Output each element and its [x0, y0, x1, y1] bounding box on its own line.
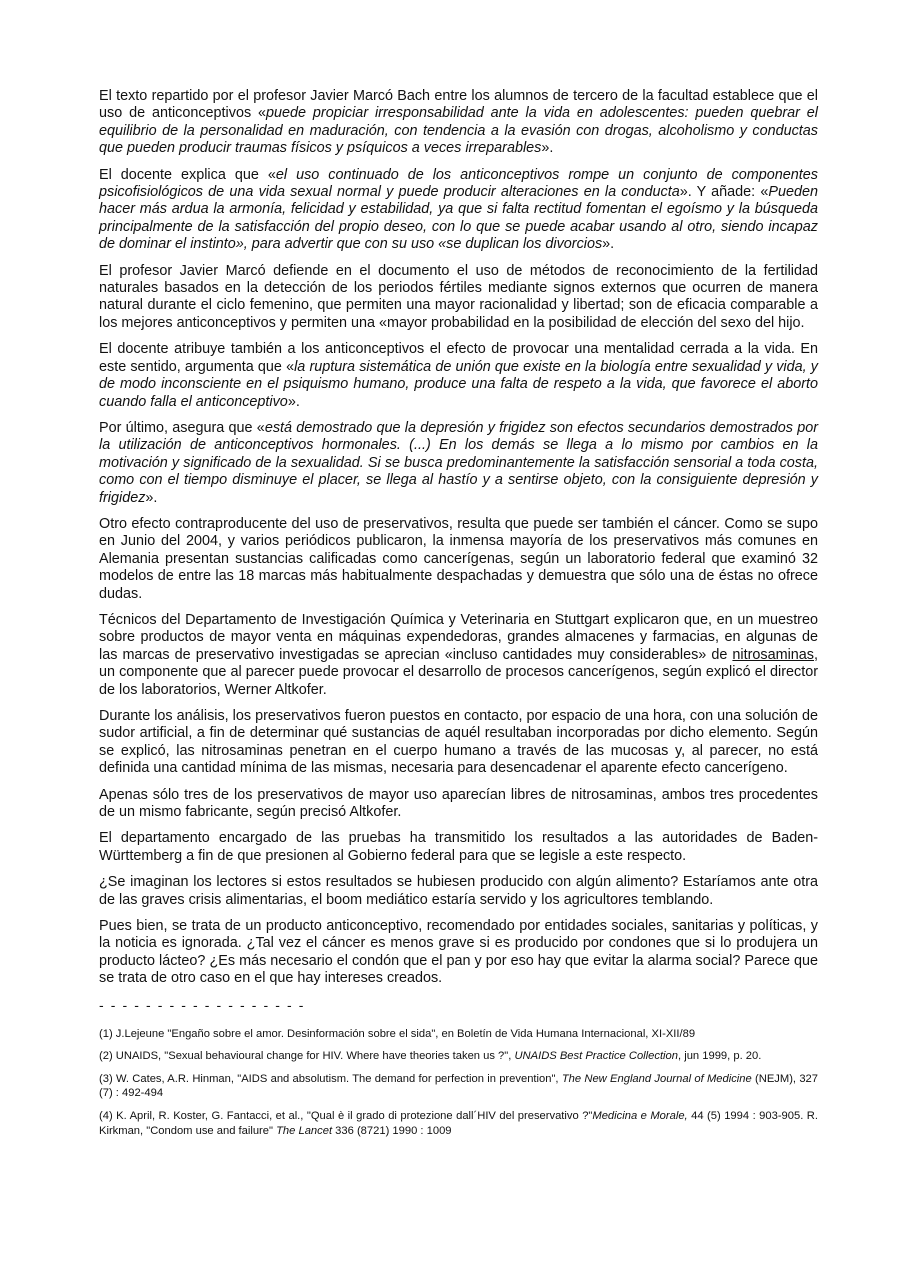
text-run: (4) K. April, R. Koster, G. Fantacci, et al., "Qual è il grado di protezione dall´HIV del preservativo ?"	[99, 1110, 593, 1123]
italic-quote: puede propiciar irresponsabilidad ante la vida en adolescentes: pueden quebrar el equilibrio de la personalidad en maduración, con tendencia a la evasión con drogas, alcoholismo y conductas que pueden producir traumas físicos y psíquicos a veces irreparables	[99, 105, 818, 157]
text-run: ¿Se imaginan los lectores si estos resultados se hubiesen producido con algún alimento? Estaríamos ante otra de las graves crisis alimentarias, el boom mediático estaría servido y los agricultores temblando.	[99, 874, 818, 908]
article-body	[99, 88, 818, 988]
footnote	[99, 1109, 818, 1138]
footnote	[99, 1027, 818, 1042]
text-run: ». Y añade: «	[679, 184, 769, 201]
paragraph	[99, 263, 818, 333]
text-run: El profesor Javier Marcó defiende en el documento el uso de métodos de reconocimiento de la fertilidad naturales basados en la detección de los periodos fértiles mediante signos externos que ocurren de manera natural durante el ciclo femenino, que permiten una mayor racionalidad y libertad; son de eficacia comparable a los mejores anticonceptivos y permiten una «mayor probabilidad en la posibilidad de elección del sexo del hijo.	[99, 262, 818, 331]
document-page	[99, 88, 818, 1146]
paragraph	[99, 830, 818, 865]
term-link[interactable]: nitrosaminas	[732, 646, 814, 663]
paragraph	[99, 516, 818, 603]
paragraph	[99, 787, 818, 822]
italic-quote: está demostrado que la depresión y frigidez son efectos secundarios demostrados por la utilización de anticonceptivos hormonales. (...) En los demás se llega a lo mismo por cambios en la motivación y significado de la sexualidad. Si se busca predominantemente la satisfacción sensorial a toda costa, como con el tiempo disminuye el placer, se llega al hastío y a sentirse objeto, con la consiguiente depresión y frigidez	[99, 419, 819, 506]
italic-quote: la ruptura sistemática de unión que existe en la biología entre sexualidad y vida, y de modo inconsciente en el psiquismo humano, produce una falta de respeto a la vida, que favorece el aborto cuando falla el anticonceptivo	[99, 358, 818, 410]
text-run: (1) J.Lejeune "Engaño sobre el amor. Desinformación sobre el sida", en Boletín de Vida Humana Internacional, XI-XII/89	[99, 1027, 696, 1040]
paragraph	[99, 88, 818, 158]
footnote-separator: - - - - - - - - - - - - - - - - - -	[99, 996, 306, 1013]
text-run: , un componente que al parecer puede provocar el desarrollo de procesos cancerígenos, según explicó el director de los laboratorios, Werner Altkofer.	[99, 646, 818, 698]
paragraph	[99, 420, 818, 507]
text-run: (3) W. Cates, A.R. Hinman, "AIDS and absolutism. The demand for perfection in prevention",	[99, 1072, 562, 1085]
paragraph	[99, 874, 818, 909]
text-run: El departamento encargado de las pruebas ha transmitido los resultados a las autoridades de Baden-Württemberg a fin de que presionen al Gobierno federal para que se legisle a este respecto.	[99, 830, 818, 864]
text-run: ».	[602, 236, 615, 253]
text-run: ».	[541, 140, 554, 157]
text-run: Técnicos del Departamento de Investigación Química y Veterinaria en Stuttgart explicaron que, en un muestreo sobre productos de mayor venta en máquinas expendedoras, grandes almacenes y farmacias, en algunas de las marcas de preservativo investigadas se aprecian «incluso cantidades muy considerables» de	[99, 611, 818, 663]
paragraph	[99, 918, 818, 988]
text-run: ».	[145, 489, 158, 506]
footnotes	[99, 1027, 818, 1139]
text-run: El texto repartido por el profesor Javier Marcó Bach entre los alumnos de tercero de la facultad establece que el uso de anticonceptivos «	[99, 88, 818, 122]
text-run: El docente atribuye también a los anticonceptivos el efecto de provocar una mentalidad cerrada a la vida. En este sentido, argumenta que «	[99, 341, 818, 375]
text-run: Apenas sólo tres de los preservativos de mayor uso aparecían libres de nitrosaminas, ambos tres procedentes de un mismo fabricante, según precisó Altkofer.	[99, 786, 818, 821]
text-run: 44 (5) 1994 : 903-905. R. Kirkman, "Condom use and failure"	[99, 1110, 818, 1137]
text-run: 336 (8721) 1990 : 1009	[332, 1124, 452, 1137]
text-run: Durante los análisis, los preservativos fueron puestos en contacto, por espacio de una hora, con una solución de sudor artificial, a fin de determinar qué sustancias de aquél resultaban incorporadas por dicho elemento. Según se explicó, las nitrosaminas penetran en el cuerpo humano a través de las mucosas y, al parecer, no está definida una cantidad mínima de las mismas, necesaria para desencadenar el aparente efecto cancerígeno.	[99, 708, 818, 777]
italic-quote: Medicina e Morale,	[592, 1110, 688, 1123]
paragraph	[99, 708, 818, 778]
italic-quote: The New England Journal of Medicine	[561, 1072, 752, 1085]
text-run: , jun 1999, p. 20.	[678, 1050, 762, 1063]
paragraph	[99, 612, 818, 699]
text-run: Otro efecto contraproducente del uso de preservativos, resulta que puede ser también el cáncer. Como se supo en Junio del 2004, y varios periódicos publicaron, la inmensa mayoría de los preservativos más comunes en Alemania presentan sustancias calificadas como cancerígenas, según un laboratorio federal que examinó 32 modelos de entre las 18 marcas más habitualmente despachadas y demuestra que sólo una de éstas no ofrece dudas.	[99, 515, 818, 602]
italic-quote: Pueden hacer más ardua la armonía, felicidad y estabilidad, ya que si falta rectitud fomentan el egoísmo y la búsqueda principalmente de la satisfacción del propio deseo, con lo que se puede acabar usando al otro, siendo incapaz de dominar el instinto», para advertir que con su uso «se duplican los divorcios	[99, 184, 819, 253]
text-run: (NEJM), 327 (7) : 492-494	[99, 1072, 818, 1100]
text-run: Por último, asegura que «	[99, 419, 265, 436]
text-run: (2) UNAIDS, "Sexual behavioural change for HIV. Where have theories taken us ?",	[99, 1050, 515, 1063]
italic-quote: el uso continuado de los anticonceptivos rompe un conjunto de componentes psicofisiológicos de una vida sexual normal y puede producir alteraciones en la conducta	[99, 166, 818, 201]
text-run: Pues bien, se trata de un producto anticonceptivo, recomendado por entidades sociales, sanitarias y políticas, y la noticia es ignorada. ¿Tal vez el cáncer es menos grave si es producido por condones que si lo produjera un producto lácteo? ¿Es más necesario el condón que el pan y por eso hay que evitar la alarma social? Parece que se trata de otro caso en el que hay intereses creados.	[99, 918, 818, 987]
text-run: ».	[287, 393, 300, 410]
footnote	[99, 1049, 818, 1064]
italic-quote: The Lancet	[276, 1124, 333, 1137]
paragraph	[99, 341, 818, 411]
text-run: El docente explica que «	[99, 166, 276, 183]
footnote	[99, 1072, 818, 1101]
paragraph	[99, 167, 818, 254]
italic-quote: UNAIDS Best Practice Collection	[514, 1050, 678, 1063]
